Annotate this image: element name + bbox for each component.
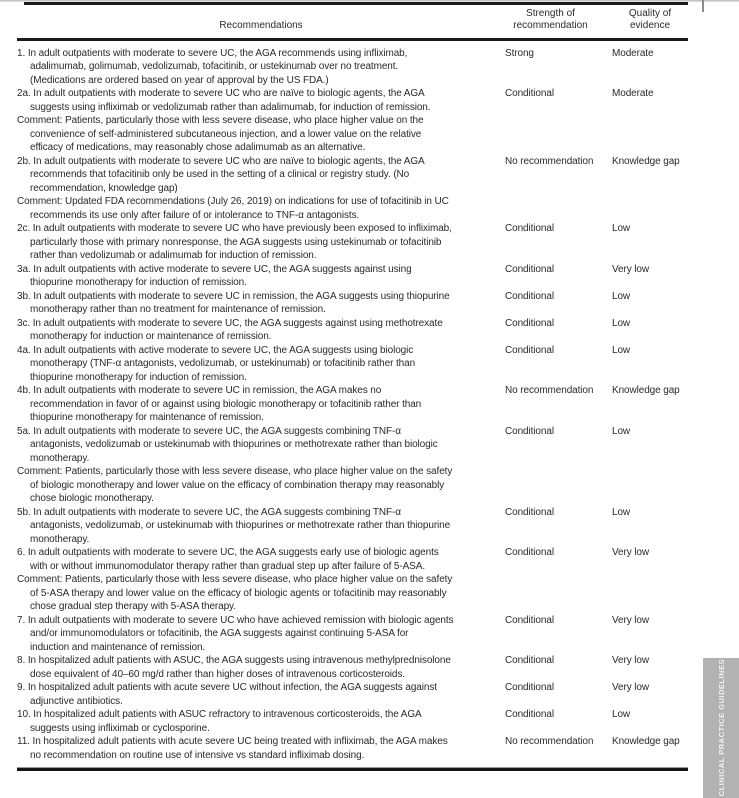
strength-value: No recommendation xyxy=(505,736,594,747)
quality-value: Moderate xyxy=(612,88,654,99)
text-line: 1. In adult outpatients with moderate to severe UC, the AGA recommends using infliximab, xyxy=(17,47,408,59)
text-line: of 5-ASA therapy and lower value on the efficacy of biologic agents or tofacitinib may reasonably xyxy=(30,587,447,599)
text-line: 4b. In adult outpatients with moderate to severe UC in remission, the AGA makes no xyxy=(17,385,382,396)
strength-value: Strong xyxy=(505,47,534,59)
guidelines-table xyxy=(17,2,688,771)
text-line: suggests using infliximab or vedolizumab rather than adalimumab, for induction of remission. xyxy=(30,101,431,113)
text-line: 10. In hospitalized adult patients with ASUC refractory to intravenous corticosteroids, the AGA xyxy=(17,709,422,720)
text-line: with or without immunomodulator therapy rather than gradual step up after failure of 5-ASA. xyxy=(30,560,426,572)
text-line: 3a. In adult outpatients with active moderate to severe UC, the AGA suggests against using xyxy=(17,263,412,275)
recommendation-text xyxy=(17,344,505,385)
quality-value: Very low xyxy=(612,614,649,626)
quality-value: Knowledge gap xyxy=(612,736,680,747)
strength-value: Conditional xyxy=(505,709,554,720)
comment-text xyxy=(17,465,505,506)
recommendation-text xyxy=(17,735,505,762)
quality-value: Knowledge gap xyxy=(612,385,680,396)
text-line: and/or immunomodulators or tofacitinib, the AGA suggests against continuing 5-ASA for xyxy=(30,628,409,639)
text-line: suggests using infliximab or cyclosporine. xyxy=(30,722,210,734)
quality-value: Low xyxy=(612,290,631,302)
text-line: 11. In hospitalized adult patients with acute severe UC being treated with infliximab, the AGA makes xyxy=(17,736,448,747)
recommendation-row xyxy=(17,708,688,735)
text-line: induction and maintenance of remission. xyxy=(30,641,206,653)
recommendation-text xyxy=(17,290,505,317)
strength-value: Conditional xyxy=(505,655,554,666)
recommendation-text xyxy=(17,425,505,466)
text-line: Comment: Patients, particularly those with less severe disease, who place higher value on the xyxy=(17,115,424,126)
strength-value: Conditional xyxy=(505,682,554,693)
text-line: 5a. In adult outpatients with moderate to severe UC, the AGA suggests combining TNF-α xyxy=(17,425,401,437)
text-line: 2c. In adult outpatients with moderate to severe UC who have previously been exposed to infliximab, xyxy=(17,223,452,234)
scan-artifact-tick xyxy=(702,0,704,12)
text-line: monotherapy (TNF-α antagonists, vedolizumab, or ustekinumab) or tofacitinib rather than xyxy=(30,358,416,369)
text-line: dose equivalent of 40–60 mg/d rather than higher doses of intravenous corticosteroids. xyxy=(30,668,405,680)
text-line: 3c. In adult outpatients with moderate to severe UC, the AGA suggests against using methotrexate xyxy=(17,317,443,329)
strength-value: Conditional xyxy=(505,223,554,234)
table-bottom-rule xyxy=(17,767,688,771)
comment-row xyxy=(17,573,688,614)
strength-value: Conditional xyxy=(505,290,554,302)
text-line: thiopurine monotherapy for induction of remission. xyxy=(30,371,247,383)
recommendation-row xyxy=(17,290,688,317)
text-line: no recommendation on routine use of intensive vs standard infliximab dosing. xyxy=(30,749,365,761)
text-line: thiopurine monotherapy for induction of remission. xyxy=(30,277,247,288)
strength-value: Conditional xyxy=(505,547,554,558)
text-line: 5b. In adult outpatients with moderate to severe UC, the AGA suggests combining TNF-α xyxy=(17,506,401,518)
text-line: monotherapy rather than no treatment for maintenance of remission. xyxy=(30,304,326,315)
strength-value: Conditional xyxy=(505,263,554,275)
column-header-strength: Strength of recommendation xyxy=(513,7,588,31)
text-line: efficacy of medications, may reasonably chose adalimumab as an alternative. xyxy=(30,142,366,153)
text-line: adjunctive antibiotics. xyxy=(30,695,123,707)
text-line: convenience of self-administered subcutaneous injection, and a lower value on the relative xyxy=(30,128,422,140)
text-line: monotherapy. xyxy=(30,452,90,464)
strength-value: Conditional xyxy=(505,506,554,518)
quality-value: Low xyxy=(612,425,631,437)
recommendation-text xyxy=(17,155,505,196)
side-tab-clinical-practice-guidelines xyxy=(703,658,739,798)
text-line: monotherapy for induction or maintenance of remission. xyxy=(30,331,272,342)
strength-value: No recommendation xyxy=(505,155,594,167)
column-header-quality: Quality of evidence xyxy=(628,7,672,31)
recommendation-text xyxy=(17,708,505,735)
recommendation-text xyxy=(17,317,505,344)
comment-row xyxy=(17,195,688,222)
recommendation-row xyxy=(17,384,688,425)
quality-value: Very low xyxy=(612,547,649,558)
comment-text xyxy=(17,195,505,222)
strength-value: Conditional xyxy=(505,425,554,437)
recommendation-row xyxy=(17,654,688,681)
quality-value: Low xyxy=(612,223,631,234)
text-line: recommends its use only after failure of or intolerance to TNF-α antagonists. xyxy=(30,209,360,221)
text-line: 3b. In adult outpatients with moderate to severe UC in remission, the AGA suggests using thiopurine xyxy=(17,290,450,302)
recommendation-text xyxy=(17,47,505,88)
recommendation-row xyxy=(17,87,688,114)
comment-text xyxy=(17,573,505,614)
quality-value: Low xyxy=(612,709,631,720)
strength-value: Conditional xyxy=(505,344,554,356)
strength-value: Conditional xyxy=(505,614,554,626)
recommendation-text xyxy=(17,654,505,681)
strength-value: Conditional xyxy=(505,317,554,329)
recommendation-text xyxy=(17,87,505,114)
text-line: of biologic monotherapy and lower value on the efficacy of combination therapy may reasonably xyxy=(30,479,445,491)
text-line: particularly those with primary nonresponse, the AGA suggests using ustekinumab or tofacitinib xyxy=(30,236,442,248)
text-line: recommendation, knowledge gap) xyxy=(30,182,178,194)
text-line: Comment: Patients, particularly those with less severe disease, who place higher value on the safety xyxy=(17,574,453,585)
quality-value: Low xyxy=(612,344,631,356)
text-line: 6. In adult outpatients with moderate to severe UC, the AGA suggests early use of biologic agents xyxy=(17,547,439,558)
text-line: 2b. In adult outpatients with moderate to severe UC who are naïve to biologic agents, the AGA xyxy=(17,155,425,167)
quality-value: Very low xyxy=(612,655,649,666)
recommendation-text xyxy=(17,222,505,263)
recommendation-row xyxy=(17,546,688,573)
quality-value: Very low xyxy=(612,263,649,275)
recommendation-text xyxy=(17,506,505,547)
table-header-row xyxy=(17,5,688,38)
text-line: antagonists, vedolizumab or ustekinumab with thiopurines or methotrexate rather than biologic xyxy=(30,439,438,450)
recommendation-row xyxy=(17,344,688,385)
recommendation-row xyxy=(17,425,688,466)
recommendation-row xyxy=(17,222,688,263)
recommendation-text xyxy=(17,614,505,655)
quality-value: Knowledge gap xyxy=(612,155,680,167)
text-line: 4a. In adult outpatients with active moderate to severe UC, the AGA suggests using biologic xyxy=(17,344,414,356)
text-line: 7. In adult outpatients with moderate to severe UC who have achieved remission with biologic agents xyxy=(17,614,454,626)
text-line: antagonists, vedolizumab, or ustekinumab with thiopurines or methotrexate rather than thiopurine xyxy=(30,520,451,531)
recommendation-text xyxy=(17,546,505,573)
text-line: Comment: Updated FDA recommendations (July 26, 2019) on indications for use of tofacitinib in UC xyxy=(17,196,449,207)
text-line: recommendation in favor of or against using biologic monotherapy or tofacitinib rather than xyxy=(30,398,422,410)
side-tab-label: CLINICAL PRACTICE GUIDELINES xyxy=(716,659,726,797)
table-body xyxy=(17,41,688,768)
text-line: 9. In hospitalized adult patients with acute severe UC without infection, the AGA suggests against xyxy=(17,682,437,693)
quality-value: Low xyxy=(612,506,631,518)
strength-value: No recommendation xyxy=(505,385,594,396)
recommendation-row xyxy=(17,47,688,88)
comment-row xyxy=(17,114,688,155)
comment-text xyxy=(17,114,505,155)
recommendation-row xyxy=(17,506,688,547)
text-line: (Medications are ordered based on year of approval by the US FDA.) xyxy=(30,74,329,86)
strength-value: Conditional xyxy=(505,88,554,99)
text-line: monotherapy. xyxy=(30,533,90,545)
recommendation-row xyxy=(17,735,688,762)
recommendation-row xyxy=(17,614,688,655)
recommendation-text xyxy=(17,384,505,425)
text-line: 2a. In adult outpatients with moderate to severe UC who are naïve to biologic agents, the AGA xyxy=(17,88,425,99)
text-line: chose gradual step therapy with 5-ASA therapy. xyxy=(30,601,236,612)
text-line: chose biologic monotherapy. xyxy=(30,493,154,504)
quality-value: Moderate xyxy=(612,47,654,59)
recommendation-text xyxy=(17,681,505,708)
column-header-recommendations: Recommendations xyxy=(219,19,303,31)
comment-row xyxy=(17,465,688,506)
text-line: thiopurine monotherapy for maintenance of remission. xyxy=(30,412,264,423)
recommendation-row xyxy=(17,155,688,196)
recommendation-row xyxy=(17,681,688,708)
text-line: recommends that tofacitinib only be used in the setting of a clinical or registry study. (No xyxy=(30,169,410,180)
quality-value: Low xyxy=(612,317,631,329)
quality-value: Very low xyxy=(612,682,649,693)
recommendation-text xyxy=(17,263,505,290)
text-line: Comment: Patients, particularly those with less severe disease, who place higher value on the safety xyxy=(17,466,453,477)
text-line: 8. In hospitalized adult patients with ASUC, the AGA suggests using intravenous methylprednisolone xyxy=(17,655,451,666)
text-line: rather than vedolizumab or adalimumab for induction of remission. xyxy=(30,250,317,261)
text-line: adalimumab, golimumab, vedolizumab, tofacitinib, or ustekinumab over no treatment. xyxy=(30,61,399,72)
recommendation-row xyxy=(17,317,688,344)
recommendation-row xyxy=(17,263,688,290)
